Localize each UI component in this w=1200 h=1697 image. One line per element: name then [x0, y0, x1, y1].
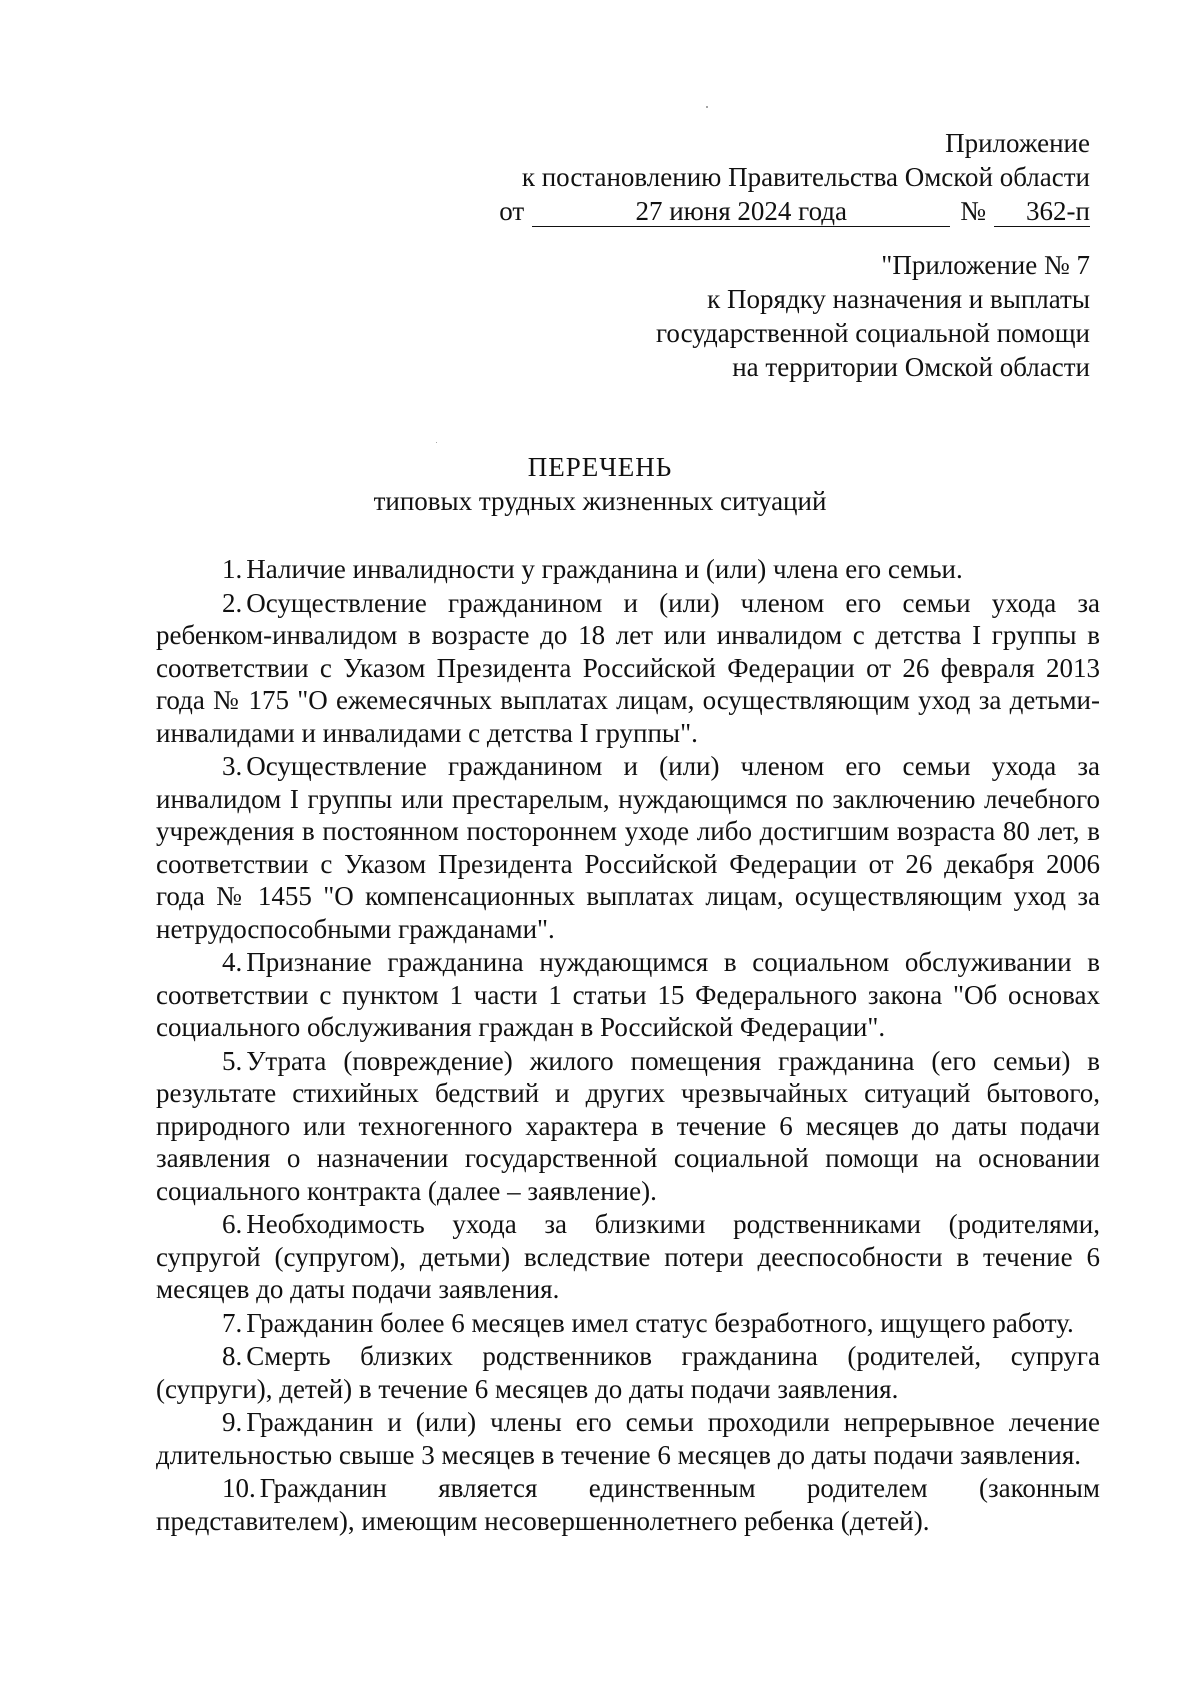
list-item: [156, 587, 1100, 750]
item-text: Необходимость ухода за близкими родственниками (родителями, супругой (супругом), детьми) вследствие потери дееспособности в течение 6 месяцев до даты подачи заявления.: [156, 1209, 1100, 1304]
item-text: Смерть близких родственников гражданина (родителей, супруга (супруги), детей) в течение 6 месяцев до даты подачи заявления.: [156, 1341, 1100, 1404]
page-subtitle: типовых трудных жизненных ситуаций: [373, 486, 827, 516]
item-number: 7.: [222, 1307, 243, 1338]
list-item: [156, 1340, 1100, 1405]
list-item: [156, 1045, 1100, 1208]
situations-list: [156, 553, 1100, 1538]
list-item: [156, 553, 1100, 586]
from-label: от: [499, 196, 525, 226]
page-title: ПЕРЕЧЕНЬ: [527, 452, 673, 482]
annex-title: "Приложение № 7: [881, 250, 1090, 280]
list-item: [156, 1472, 1100, 1537]
item-text: Гражданин и (или) члены его семьи проходили непрерывное лечение длительностью свыше 3 месяцев в течение 6 месяцев до даты подачи заявления.: [156, 1407, 1100, 1470]
annex-line-4: на территории Омской области: [732, 352, 1090, 382]
document-title: [0, 450, 1200, 518]
number-label: №: [960, 196, 986, 226]
item-number: 1.: [222, 554, 243, 584]
list-item: [156, 1406, 1100, 1471]
item-number: 10.: [222, 1473, 256, 1503]
item-number: 5.: [222, 1045, 243, 1076]
annex-line-2: к Порядку назначения и выплаты: [707, 284, 1090, 314]
decree-number: 362-п: [994, 196, 1090, 227]
scan-speck: [436, 442, 437, 443]
decree-date-number-line: [490, 194, 1090, 228]
scan-speck: [706, 106, 708, 108]
item-number: 4.: [222, 947, 243, 977]
list-item: [156, 1208, 1100, 1306]
item-text: Признание гражданина нуждающимся в социальном обслуживании в соответствии с пунктом 1 части 1 статьи 15 Федерального закона "Об основах социального обслуживания граждан в Российской Федерации".: [156, 947, 1100, 1042]
item-number: 9.: [222, 1407, 243, 1437]
list-item: [156, 946, 1100, 1044]
list-item: [156, 1307, 1100, 1340]
item-number: 2.: [222, 587, 243, 618]
decree-header: [490, 126, 1090, 228]
item-text: Осуществление гражданином и (или) членом его семьи ухода за инвалидом I группы или престарелым, нуждающимся по заключению лечебного учреждения в постоянном постороннем уходе либо достигшим возраста 80 лет, в соответствии с Указом Президента Российской Федерации от 26 декабря 2006 года № 1455 "О компенсационных выплатах лицам, осуществляющим уход за нетрудоспособными гражданами".: [156, 751, 1100, 944]
item-number: 3.: [222, 751, 243, 781]
list-item: [156, 750, 1100, 945]
item-text: Гражданин более 6 месяцев имел статус безработного, ищущего работу.: [246, 1307, 1074, 1338]
item-text: Наличие инвалидности у гражданина и (или) члена его семьи.: [246, 554, 963, 584]
annex-line-3: государственной социальной помощи: [656, 318, 1090, 348]
annex-header: [490, 248, 1090, 384]
item-number: 6.: [222, 1209, 243, 1239]
decree-date: 27 июня 2024 года: [532, 196, 950, 227]
decree-reference: к постановлению Правительства Омской области: [521, 162, 1090, 192]
item-text: Осуществление гражданином и (или) членом его семьи ухода за ребенком-инвалидом в возрасте до 18 лет или инвалидом с детства I группы в соответствии с Указом Президента Российской Федерации от 26 февраля 2013 года № 175 "О ежемесячных выплатах лицам, осуществляющим уход за детьми-инвалидами и инвалидами с детства I группы".: [156, 587, 1100, 748]
item-text: Утрата (повреждение) жилого помещения гражданина (его семьи) в результате стихийных бедствий и других чрезвычайных ситуаций бытового, природного или техногенного характера в течение 6 месяцев до даты подачи заявления о назначении государственной социальной помощи на основании социального контракта (далее – заявление).: [156, 1045, 1100, 1206]
appendix-label: Приложение: [945, 128, 1090, 158]
item-text: Гражданин является единственным родителем (законным представителем), имеющим несовершеннолетнего ребенка (детей).: [156, 1473, 1100, 1536]
item-number: 8.: [222, 1341, 243, 1371]
